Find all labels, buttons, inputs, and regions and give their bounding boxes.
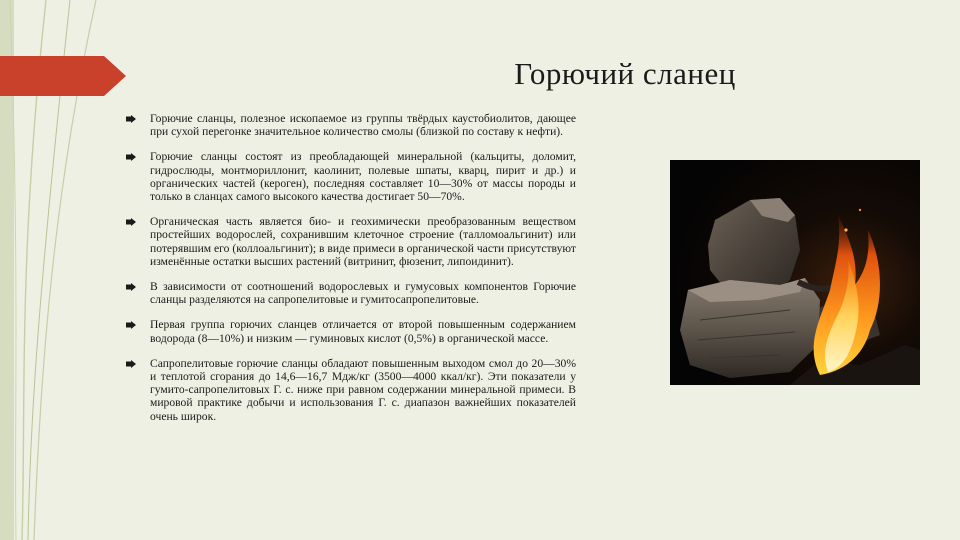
bullet-text: Горючие сланцы, полезное ископаемое из группы твёрдых каустобиолитов, дающее при сухой перегонке значительное количество смолы (близкой по составу к нефти).	[150, 112, 576, 139]
arrow-bullet-icon	[126, 218, 136, 226]
arrow-bullet-icon	[126, 115, 136, 123]
slide-title: Горючий сланец	[514, 56, 736, 91]
arrow-bullet-icon	[126, 283, 136, 291]
bullet-text: Сапропелитовые горючие сланцы обладают повышенным выходом смол до 20—30% и теплотой сгорания до 14,6—16,7 Мдж/кг (3500—4000 ккал/кг). Эти показатели у гумито-сапропелитовых Г. с. ниже при равном содержании минеральной примеси. В мировой практике добычи и использования Г. с. диапазон важнейших показателей очень широк.	[150, 356, 576, 423]
bullet-text: Первая группа горючих сланцев отличается от второй повышенным содержанием водорода (8—10%) и низким — гуминовых кислот (0,5%) в органической массе.	[150, 318, 576, 345]
arrow-bullet-icon	[126, 153, 136, 161]
bullet-item	[126, 357, 576, 423]
arrow-bullet-icon	[126, 360, 136, 368]
accent-arrow-tab	[0, 56, 126, 96]
bullet-item	[126, 150, 576, 203]
oil-shale-burning-photo	[670, 160, 920, 385]
bullet-text: В зависимости от соотношений водорослевых и гумусовых компонентов Горючие сланцы разделяются на сапропелитовые и гумитосапропелитовые.	[150, 280, 576, 307]
arrow-bullet-icon	[126, 321, 136, 329]
bullet-item	[126, 280, 576, 306]
bullet-list	[126, 112, 576, 435]
bullet-text: Органическая часть является био- и геохимически преобразованным веществом простейших водорослей, сохранившим клеточное строение (талломоальгинит) или потерявшим его (коллоальгинит); в виде примеси в органической части присутствуют изменённые остатки высших растений (витринит, фюзенит, липоидинит).	[150, 215, 577, 268]
bullet-item	[126, 215, 576, 268]
bullet-text: Горючие сланцы состоят из преобладающей минеральной (кальциты, доломит, гидрослюды, монтмориллонит, каолинит, полевые шпаты, кварц, пирит и др.) и органических частей (кероген), последняя составляет 10—30% от массы породы и только в сланцах самого высокого качества достигает 50—70%.	[150, 150, 576, 204]
bullet-item	[126, 318, 576, 344]
bullet-item	[126, 112, 576, 138]
